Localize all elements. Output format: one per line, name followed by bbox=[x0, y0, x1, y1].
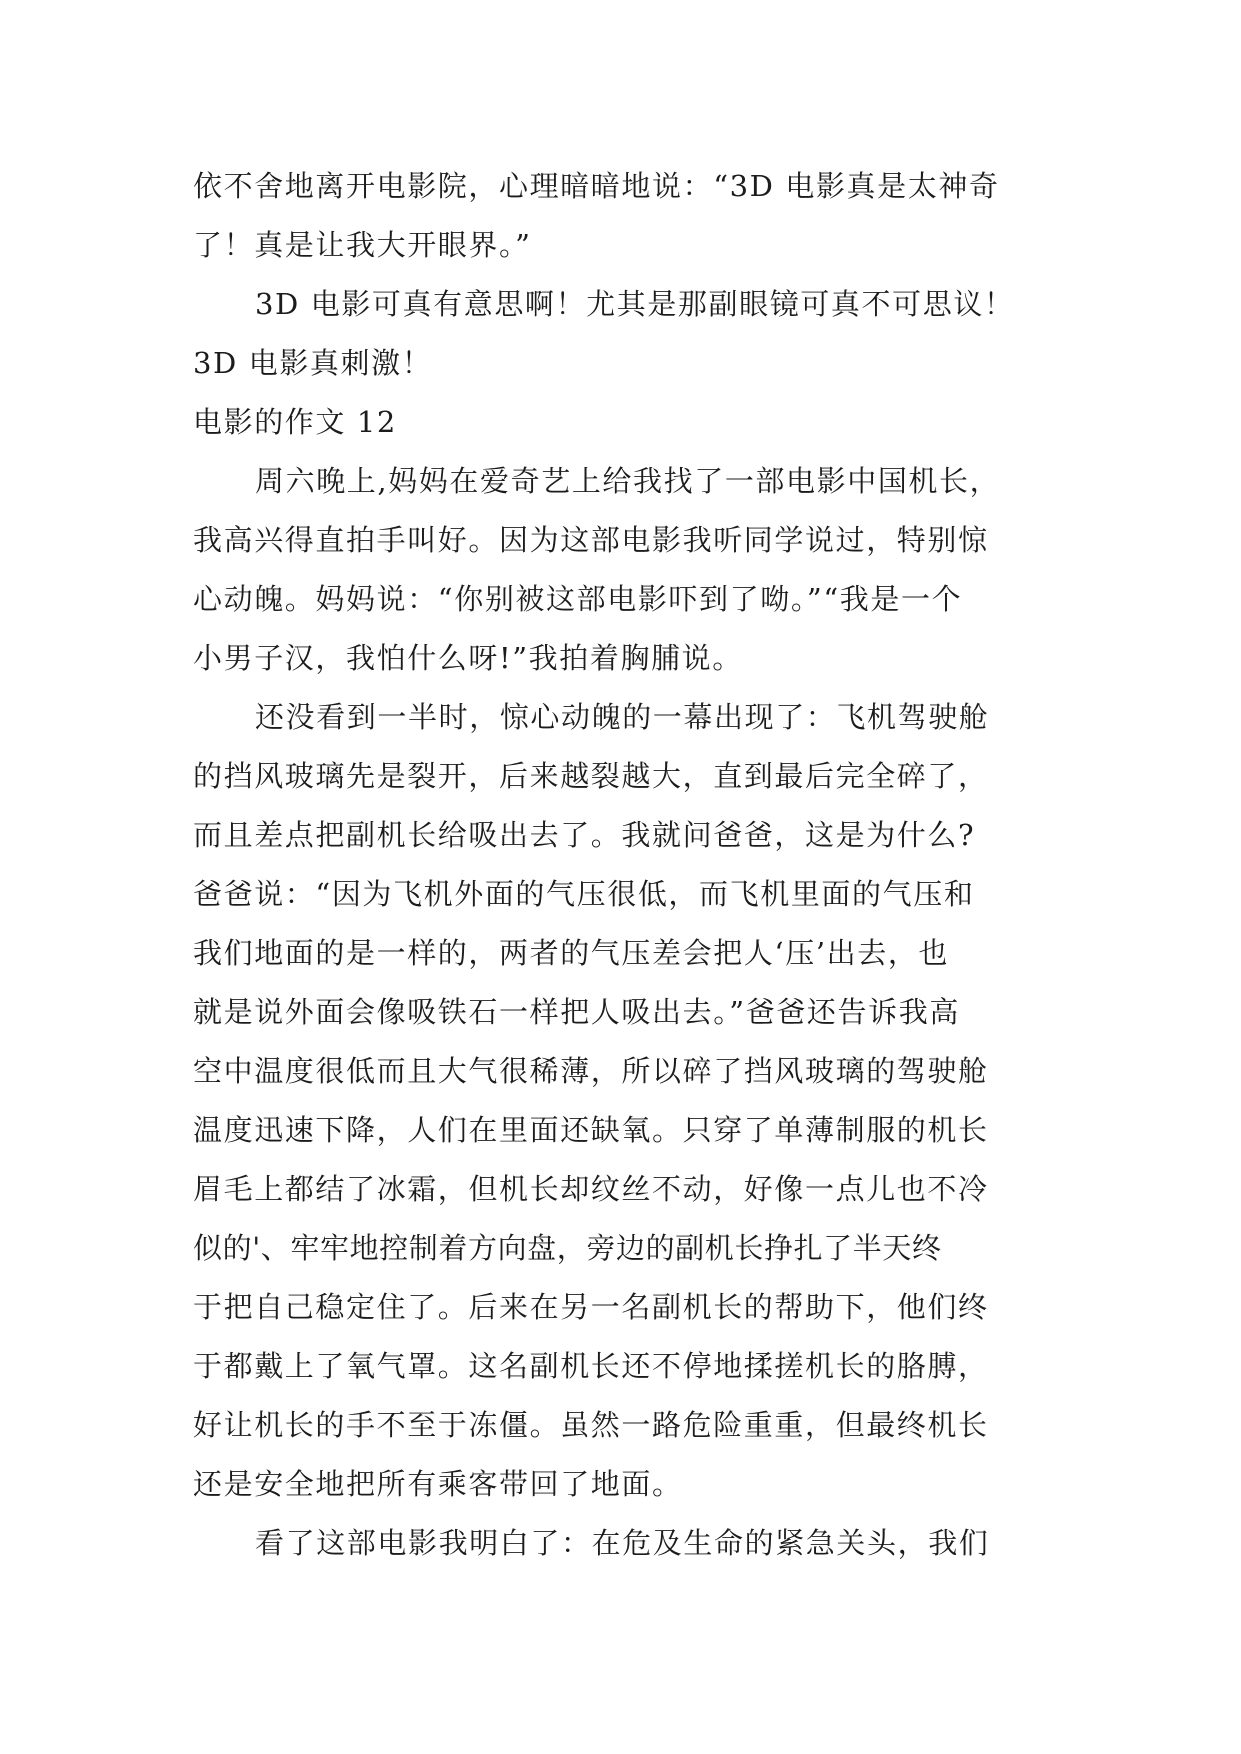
text-line: 于都戴上了氧气罩。这名副机长还不停地揉搓机长的胳膊， bbox=[193, 1349, 989, 1383]
text-line: 而且差点把副机长给吸出去了。我就问爸爸，这是为什么? bbox=[193, 818, 976, 852]
text-line: 依不舍地离开电影院，心理暗暗地说：“3D 电影真是太神奇 bbox=[193, 169, 1000, 203]
text-line: 就是说外面会像吸铁石一样把人吸出去。”爸爸还告诉我高 bbox=[193, 995, 960, 1029]
text-line: 空中温度很低而且大气很稀薄，所以碎了挡风玻璃的驾驶舱 bbox=[193, 1054, 989, 1088]
essay-text bbox=[193, 157, 1073, 1573]
text-line: 我们地面的是一样的，两者的气压差会把人‘压’出去，也 bbox=[193, 936, 950, 970]
text-line: 我高兴得直拍手叫好。因为这部电影我听同学说过，特别惊 bbox=[193, 523, 989, 557]
text-line: 小男子汉，我怕什么呀!”我拍着胸脯说。 bbox=[193, 641, 743, 675]
text-line: 还是安全地把所有乘客带回了地面。 bbox=[193, 1467, 683, 1501]
text-line: 温度迅速下降，人们在里面还缺氧。只穿了单薄制服的机长 bbox=[193, 1113, 989, 1147]
text-line: 3D 电影真刺激！ bbox=[193, 346, 433, 380]
text-line: 看了这部电影我明白了：在危及生命的紧急关头，我们 bbox=[255, 1526, 990, 1560]
section-heading: 电影的作文 12 bbox=[193, 405, 397, 439]
text-line: 了！真是让我大开眼界。” bbox=[193, 228, 532, 262]
text-line: 爸爸说：“因为飞机外面的气压很低，而飞机里面的气压和 bbox=[193, 877, 975, 911]
text-line: 于把自己稳定住了。后来在另一名副机长的帮助下，他们终 bbox=[193, 1290, 989, 1324]
text-line: 似的'、牢牢地控制着方向盘，旁边的副机长挣扎了半天终 bbox=[193, 1231, 942, 1265]
text-line: 周六晚上,妈妈在爱奇艺上给我找了一部电影中国机长， bbox=[255, 464, 1001, 498]
text-line: 眉毛上都结了冰霜，但机长却纹丝不动，好像一点儿也不冷 bbox=[193, 1172, 989, 1206]
text-line: 还没看到一半时，惊心动魄的一幕出现了：飞机驾驶舱 bbox=[255, 700, 990, 734]
text-line: 心动魄。妈妈说：“你别被这部电影吓到了呦。”“我是一个 bbox=[193, 582, 963, 616]
text-line: 3D 电影可真有意思啊！尤其是那副眼镜可真不可思议！ bbox=[255, 287, 1015, 321]
text-line: 好让机长的手不至于冻僵。虽然一路危险重重，但最终机长 bbox=[193, 1408, 989, 1442]
text-line: 的挡风玻璃先是裂开，后来越裂越大，直到最后完全碎了， bbox=[193, 759, 989, 793]
